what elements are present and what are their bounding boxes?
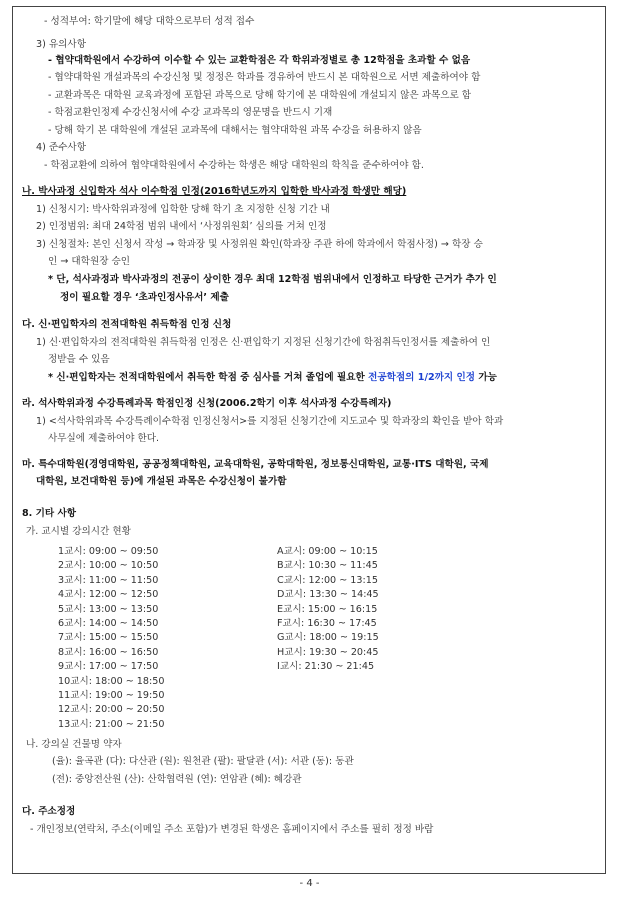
period-row: 7교시: 15:00 ~ 15:50 bbox=[58, 632, 159, 644]
period-row: 11교시: 19:00 ~ 19:50 bbox=[58, 690, 165, 701]
period-row: 3교시: 11:00 ~ 11:50 bbox=[58, 574, 159, 586]
caution-5: - 당해 학기 본 대학원에 개설된 교과목에 대해서는 협약대학원 과목 수강을 허용하지 않음 bbox=[48, 125, 422, 136]
period-row: 12교시: 20:00 ~ 20:50 bbox=[58, 704, 165, 716]
section-ma-cont: 대학원, 보건대학원 등)에 개설된 과목은 수강신청이 불가함 bbox=[36, 476, 287, 487]
period-row: 9교시: 17:00 ~ 17:50 bbox=[58, 661, 159, 673]
period-row: 4교시: 12:00 ~ 12:50 bbox=[58, 589, 159, 601]
building-list-2: (전): 중앙전산원 (산): 산학협력원 (연): 연암관 (혜): 혜강관 bbox=[52, 774, 302, 785]
period-row: 6교시: 14:00 ~ 14:50 bbox=[58, 618, 159, 629]
section-ma-heading: 마. 특수대학원(경영대학원, 공공정책대학원, 교육대학원, 공학대학원, 정보통신대학원, 교통·ITS 대학원, 국제 bbox=[22, 459, 489, 470]
address-note: - 개인정보(연락처, 주소(이메일 주소 포함)가 변경된 학생은 홈페이지에서 주소를 필히 정정 바람 bbox=[30, 824, 434, 835]
caution-2: - 협약대학원 개설과목의 수강신청 및 정정은 학과를 경유하여 반드시 본 대학원으로 서면 제출하여야 함 bbox=[48, 72, 481, 83]
na-item-3-cont: 인 → 대학원장 승인 bbox=[48, 256, 131, 267]
period-row: F교시: 16:30 ~ 17:45 bbox=[277, 618, 377, 629]
period-row: B교시: 10:30 ~ 11:45 bbox=[277, 560, 378, 572]
section-8-heading: 8. 기타 사항 bbox=[22, 508, 77, 519]
period-row: D교시: 13:30 ~ 14:45 bbox=[277, 589, 379, 601]
ra-item-1-cont: 사무실에 제출하여야 한다. bbox=[48, 433, 160, 444]
period-row: 5교시: 13:00 ~ 13:50 bbox=[58, 603, 159, 615]
period-row: I교시: 21:30 ~ 21:45 bbox=[277, 661, 375, 673]
period-row: C교시: 12:00 ~ 13:15 bbox=[277, 574, 378, 586]
period-table-heading: 가. 교시별 강의시간 현황 bbox=[26, 526, 131, 537]
ra-item-1: 1) <석사학위과목 수강특례이수학점 인정신청서>를 지정된 신청기간에 지도교수 및 학과장의 확인을 받아 학과 bbox=[36, 416, 504, 427]
page-number: - 4 - bbox=[299, 878, 320, 889]
na-note-cont: 정이 필요할 경우 ‘초과인정사유서’ 제출 bbox=[60, 292, 229, 303]
caution-4: - 학점교환인정제 수강신청서에 수강 교과목의 영문명을 반드시 기재 bbox=[48, 107, 333, 118]
compliance-heading: 4) 준수사항 bbox=[36, 142, 86, 153]
da-note-text: * 신·편입학자는 전적대학원에서 취득한 학점 중 심사를 거쳐 졸업에 필요한 bbox=[48, 372, 369, 383]
da-item-1-cont: 정받을 수 있음 bbox=[48, 354, 110, 365]
period-row: A교시: 09:00 ~ 10:15 bbox=[277, 546, 378, 557]
building-list-1: (율): 율곡관 (다): 다산관 (원): 원천관 (팔): 팔달관 (서): 서관 (동): 동관 bbox=[52, 756, 354, 767]
na-item-2: 2) 인정범위: 최대 24학점 범위 내에서 ‘사정위원회’ 심의를 거쳐 인정 bbox=[36, 221, 327, 232]
caution-3: - 교환과목은 대학원 교육과정에 포함된 과목으로 당해 학기에 본 대학원에 개설되지 않은 과목으로 함 bbox=[48, 90, 472, 101]
na-note: * 단, 석사과정과 박사과정의 전공이 상이한 경우 최대 12학점 범위내에서 인정하고 타당한 근거가 추가 인 bbox=[48, 274, 497, 285]
caution-1: - 협약대학원에서 수강하여 이수할 수 있는 교환학점은 각 학위과정별로 총 12학점을 초과할 수 없음 bbox=[48, 55, 471, 66]
da-note-highlight: 전공학점의 1/2까지 인정 bbox=[368, 372, 476, 383]
period-row: 13교시: 21:00 ~ 21:50 bbox=[58, 718, 165, 730]
period-row: G교시: 18:00 ~ 19:15 bbox=[277, 632, 379, 644]
period-row: 1교시: 09:00 ~ 09:50 bbox=[58, 546, 159, 557]
section-ra-heading: 라. 석사학위과정 수강특례과목 학점인정 신청(2006.2학기 이후 석사과정 수강특례자) bbox=[22, 398, 392, 409]
period-row: 2교시: 10:00 ~ 10:50 bbox=[58, 560, 159, 572]
section-da-heading: 다. 신·편입학자의 전적대학원 취득학점 인정 신청 bbox=[22, 319, 232, 330]
da-note-end: 가능 bbox=[475, 372, 497, 383]
cautions-heading: 3) 유의사항 bbox=[36, 39, 86, 50]
na-item-3: 3) 신청절차: 본인 신청서 작성 → 학과장 및 사정위원 확인(학과장 주관 하에 학과에서 학점사정) → 학장 승 bbox=[36, 239, 483, 250]
da-note bbox=[48, 371, 497, 384]
period-row: H교시: 19:30 ~ 20:45 bbox=[277, 646, 379, 658]
section-na-heading: 나. 박사과정 신입학자 석사 이수학점 인정(2016학년도까지 입학한 박사과정 학생만 해당) bbox=[22, 186, 407, 197]
compliance-1: - 학점교환에 의하여 협약대학원에서 수강하는 학생은 해당 대학원의 학칙을 준수하여야 함. bbox=[44, 160, 424, 171]
address-heading: 다. 주소정정 bbox=[22, 806, 76, 817]
building-heading: 나. 강의실 건물명 약자 bbox=[26, 739, 122, 750]
grade-note: - 성적부여: 학기말에 해당 대학으로부터 성적 접수 bbox=[44, 16, 255, 27]
period-row: 8교시: 16:00 ~ 16:50 bbox=[58, 646, 159, 658]
period-row: E교시: 15:00 ~ 16:15 bbox=[277, 603, 378, 615]
na-item-1: 1) 신청시기: 박사학위과정에 입학한 당해 학기 초 지정한 신청 기간 내 bbox=[36, 204, 330, 215]
period-row: 10교시: 18:00 ~ 18:50 bbox=[58, 675, 165, 687]
da-item-1: 1) 신·편입학자의 전적대학원 취득학점 인정은 신·편입학기 지정된 신청기간에 학점취득인정서를 제출하여 인 bbox=[36, 337, 491, 348]
